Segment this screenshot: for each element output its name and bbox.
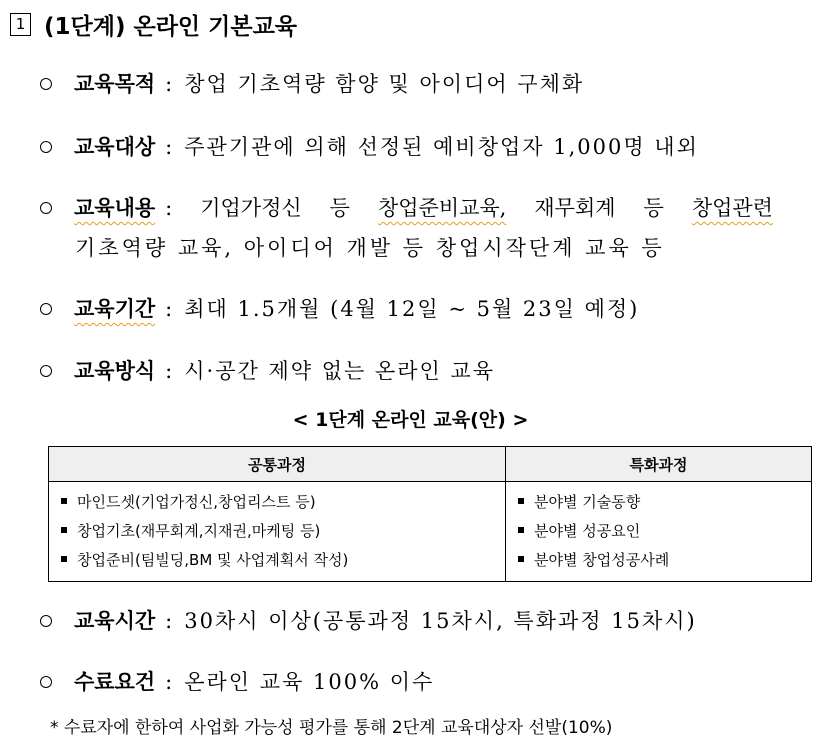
- item-value: 주관기관에 의해 선정된 예비창업자 1,000명 내외: [184, 135, 699, 159]
- circle-bullet-icon: [40, 202, 52, 214]
- common-course-cell: [49, 482, 506, 582]
- special-course-cell: [506, 482, 812, 582]
- item-method: 교육방식 : 시·공간 제약 없는 온라인 교육: [40, 352, 813, 390]
- item-label: 교육기간: [74, 297, 156, 321]
- item-label: 수료요건: [74, 670, 156, 694]
- section-number-box: 1: [10, 13, 31, 36]
- item-value: 30차시 이상(공통과정 15차시, 특화과정 15차시): [184, 609, 697, 633]
- item-label: 교육방식: [74, 359, 156, 383]
- square-bullet-icon: [61, 556, 67, 562]
- circle-bullet-icon: [40, 676, 52, 688]
- list-item: 분야별 기술동향: [518, 488, 801, 517]
- circle-bullet-icon: [40, 141, 52, 153]
- item-purpose: 교육목적 : 창업 기초역량 함양 및 아이디어 구체화: [40, 65, 813, 103]
- section-title: (1단계) 온라인 기본교육: [44, 14, 298, 40]
- item-label: 교육내용: [74, 196, 156, 220]
- circle-bullet-icon: [40, 615, 52, 627]
- column-header-common: 공통과정: [49, 447, 506, 482]
- circle-bullet-icon: [40, 78, 52, 90]
- circle-bullet-icon: [40, 303, 52, 315]
- item-label: 교육대상: [74, 135, 156, 159]
- item-value: 최대 1.5개월 (4월 12일 ~ 5월 23일 예정): [184, 297, 640, 321]
- square-bullet-icon: [61, 527, 67, 533]
- item-completion: 수료요건 : 온라인 교육 100% 이수: [40, 663, 813, 701]
- list-item: 창업준비(팀빌딩,BM 및 사업계획서 작성): [61, 546, 495, 575]
- item-period: 교육기간 : 최대 1.5개월 (4월 12일 ~ 5월 23일 예정): [40, 290, 813, 328]
- square-bullet-icon: [518, 527, 524, 533]
- item-value: 시·공간 제약 없는 온라인 교육: [184, 359, 496, 383]
- square-bullet-icon: [61, 498, 67, 504]
- list-item: 마인드셋(기업가정신,창업리스트 등): [61, 488, 495, 517]
- item-value: 온라인 교육 100% 이수: [184, 670, 435, 694]
- content-line-2: 기초역량 교육, 아이디어 개발 등 창업시작단계 교육 등: [75, 236, 665, 260]
- section-heading: [10, 8, 297, 41]
- square-bullet-icon: [518, 556, 524, 562]
- content-line-1: 교육내용 : 기업가정신 등 창업준비교육, 재무회계 등 창업관련: [40, 189, 773, 227]
- footnote: * 수료자에 한하여 사업화 가능성 평가를 통해 2단계 교육대상자 선발(10%): [50, 718, 613, 738]
- square-bullet-icon: [518, 498, 524, 504]
- item-value: 창업 기초역량 함양 및 아이디어 구체화: [184, 72, 585, 96]
- column-header-special: 특화과정: [506, 447, 812, 482]
- item-label: 교육목적: [74, 72, 156, 96]
- list-item: 창업기초(재무회계,지재권,마케팅 등): [61, 517, 495, 546]
- item-content: [40, 189, 813, 227]
- item-target: 교육대상 : 주관기관에 의해 선정된 예비창업자 1,000명 내외: [40, 128, 813, 166]
- table-caption: < 1단계 온라인 교육(안) >: [292, 409, 529, 431]
- circle-bullet-icon: [40, 365, 52, 377]
- item-label: 교육시간: [74, 609, 156, 633]
- list-item: 분야별 성공요인: [518, 517, 801, 546]
- curriculum-table: [48, 446, 812, 582]
- list-item: 분야별 창업성공사례: [518, 546, 801, 575]
- item-hours: 교육시간 : 30차시 이상(공통과정 15차시, 특화과정 15차시): [40, 602, 813, 640]
